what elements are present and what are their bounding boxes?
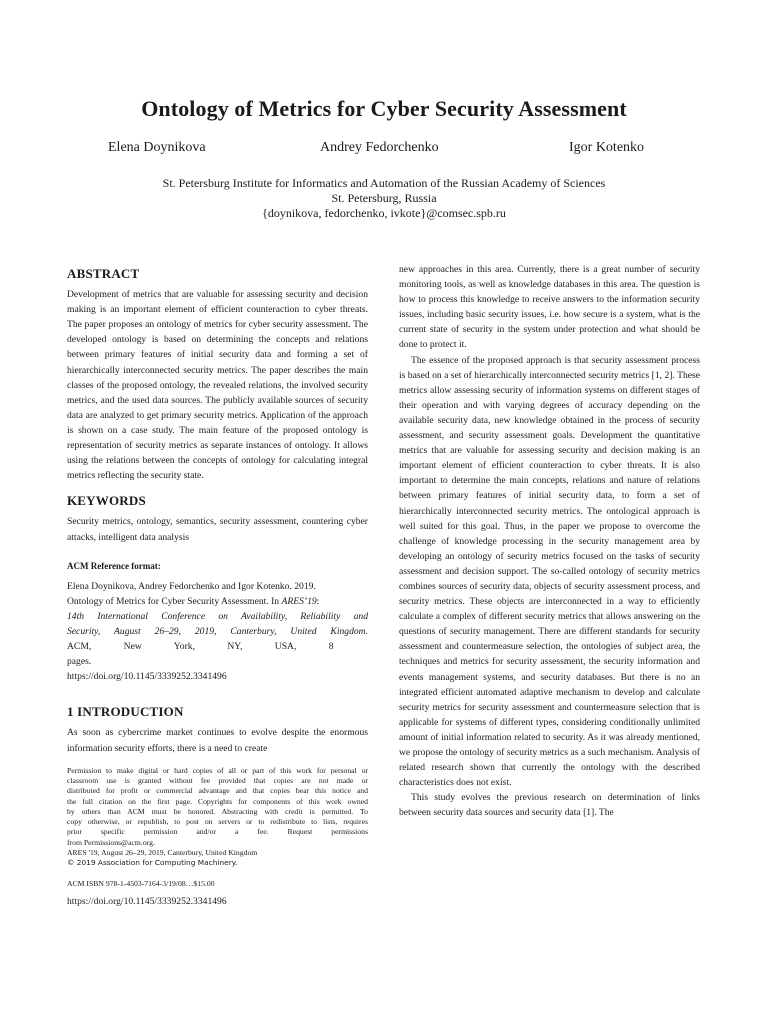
acm-ref-line: ACM, New York, NY, USA, 8 pages. [67, 641, 334, 668]
acm-ref-line: Ontology of Metrics for Cyber Security Assessment. In ARES’19: [67, 595, 320, 607]
permission-line: by others than ACM must be honored. Abstracting with credit is permitted. To [67, 806, 368, 816]
intro-text: As soon as cybercrime market continues to evolve despite the enormous information security efforts, there is a need to create [67, 727, 368, 754]
paper-title: Ontology of Metrics for Cyber Security Assessment [141, 96, 627, 121]
copyright-line: © 2019 Association for Computing Machinery. [67, 858, 238, 868]
affiliation-institute: St. Petersburg Institute for Informatics and Automation of the Russian Academy of Sciences [162, 176, 606, 190]
acm-ref-doi[interactable]: https://doi.org/10.1145/3339252.3341496 [67, 671, 227, 683]
intro-heading: 1 INTRODUCTION [67, 704, 184, 720]
abstract-text: Development of metrics that are valuable for assessing security and decision making is an important element of efficient counteraction to cyber threats. The paper proposes an ontology of metrics for cyber security assessment. The developed ontology is based on determining the concepts and relations between primary features of initial security data and forming a set of hierarchically interconnected security metrics. The paper describes the main classes of the proposed ontology, the revealed relations, the involved security metrics, and the used data sources. The publicly available sources of security data are analyzed to get primary security metrics. Application of the approach is shown on a case study. The main feature of the proposed ontology is representation of security metrics as separate instances of ontology. It allows using the relations between the concepts of ontology for calculating integral metrics reflecting the security state. [67, 289, 368, 482]
affiliation-city: St. Petersburg, Russia [331, 191, 437, 205]
author-name: Andrey Fedorchenko [320, 140, 439, 155]
permission-line: classroom use is granted without fee provided that copies are not made or [67, 775, 368, 785]
isbn-line: ACM ISBN 978-1-4503-7164-3/19/08…$15.00 [67, 878, 215, 888]
acm-reference-heading: ACM Reference format: [67, 560, 161, 571]
author-list [0, 140, 768, 160]
acm-ref-line: Elena Doynikova, Andrey Fedorchenko and Igor Kotenko. 2019. [67, 580, 316, 592]
acm-ref-line: 14th International Conference on Availability, Reliability and [67, 610, 368, 622]
affiliation-block [0, 176, 768, 221]
acm-ref-line: Security, August 26–29, 2019, Canterbury, United Kingdom. [67, 625, 368, 637]
body-paragraph: new approaches in this area. Currently, there is a great number of security monitoring tools, as well as knowledge databases in this area. The question is how to process this knowledge to receive answers to the information security issues, including basic security issues, i.e. how secure is a system, what is the current state of security in the system under protection and what should be done to protect it. [399, 264, 700, 351]
permission-line: from Permissions@acm.org. [67, 837, 155, 847]
permission-notice [67, 766, 368, 869]
body-paragraph: This study evolves the previous research on determination of links between security data sources and security data [1]. The [399, 792, 700, 819]
permission-line: Permission to make digital or hard copies of all or part of this work for personal or [67, 765, 368, 775]
footer-doi[interactable]: https://doi.org/10.1145/3339252.3341496 [67, 895, 227, 907]
author-name: Elena Doynikova [108, 140, 206, 155]
author-name: Igor Kotenko [569, 140, 645, 155]
keywords-text: Security metrics, ontology, semantics, security assessment, countering cyber attacks, intelligent data analysis [67, 516, 368, 543]
abstract-heading: ABSTRACT [67, 266, 140, 281]
left-column [67, 262, 368, 909]
acm-reference-text [67, 579, 368, 685]
permission-line: prior specific permission and/or a fee. Request permissions [67, 827, 368, 837]
keywords-heading: KEYWORDS [67, 493, 146, 509]
right-column [399, 262, 700, 820]
permission-line: copy otherwise, or republish, to post on servers or to redistribute to lists, requires [67, 817, 368, 827]
affiliation-emails: {doynikova, fedorchenko, ivkote}@comsec.spb.ru [262, 206, 506, 220]
body-paragraph: The essence of the proposed approach is that security assessment process is based on a set of hierarchically interconnected security metrics [1, 2]. These metrics allow assessing security of information systems on different stages of their operation and with varying degrees of accuracy depending on the available security data, new knowledge obtained in the process of security assessment, and security assessment goals. Development the quantitative metrics that are valuable for assessing security and decision making is an important element of efficient counteraction to cyber threats. It is also important to determine the main concepts, relations and nature of relations between primary features of initial security data, to form a set of hierarchically interconnected security metrics. The ontological approach is well suited for this goal. Thus, in the paper we propose to overcome the challenge of knowledge processing in the security management area by developing an ontology of security metrics focused on the tasks of security assessment and decision support. The so-called ontology of security metrics combines sources of security data, objects of security assessment process, and security metrics. These objects are interconnected in a way to efficiently calculate a complex of different security metrics that allows answering on the questions of security management. There are different standards for security assessment and countermeasure selection, the ontologies of subject area, the techniques and metrics for security assessment, the security information and events management systems, and security databases. But there is no an integrated efficient automated adaptive mechanism to develop and calculate security metrics for security assessment and countermeasure selection that is applicable for systems of different types, considering conditionally unlimited amount of initial information related to security. As it was already mentioned, we propose the ontology of security metrics as a such mechanism. Analysis of related research shown that currently the ontology with the described characteristics does not exist. [399, 354, 700, 789]
acm-ref-line-text: Ontology of Metrics for Cyber Security Assessment. In [67, 595, 282, 607]
permission-line: ARES '19, August 26–29, 2019, Canterbury, United Kingdom [67, 848, 258, 857]
acm-ref-venue: ARES’19 [281, 595, 317, 607]
permission-line: distributed for profit or commercial advantage and that copies bear this notice and [67, 786, 368, 796]
permission-line: the full citation on the first page. Copyrights for components of this work owned [67, 796, 368, 806]
